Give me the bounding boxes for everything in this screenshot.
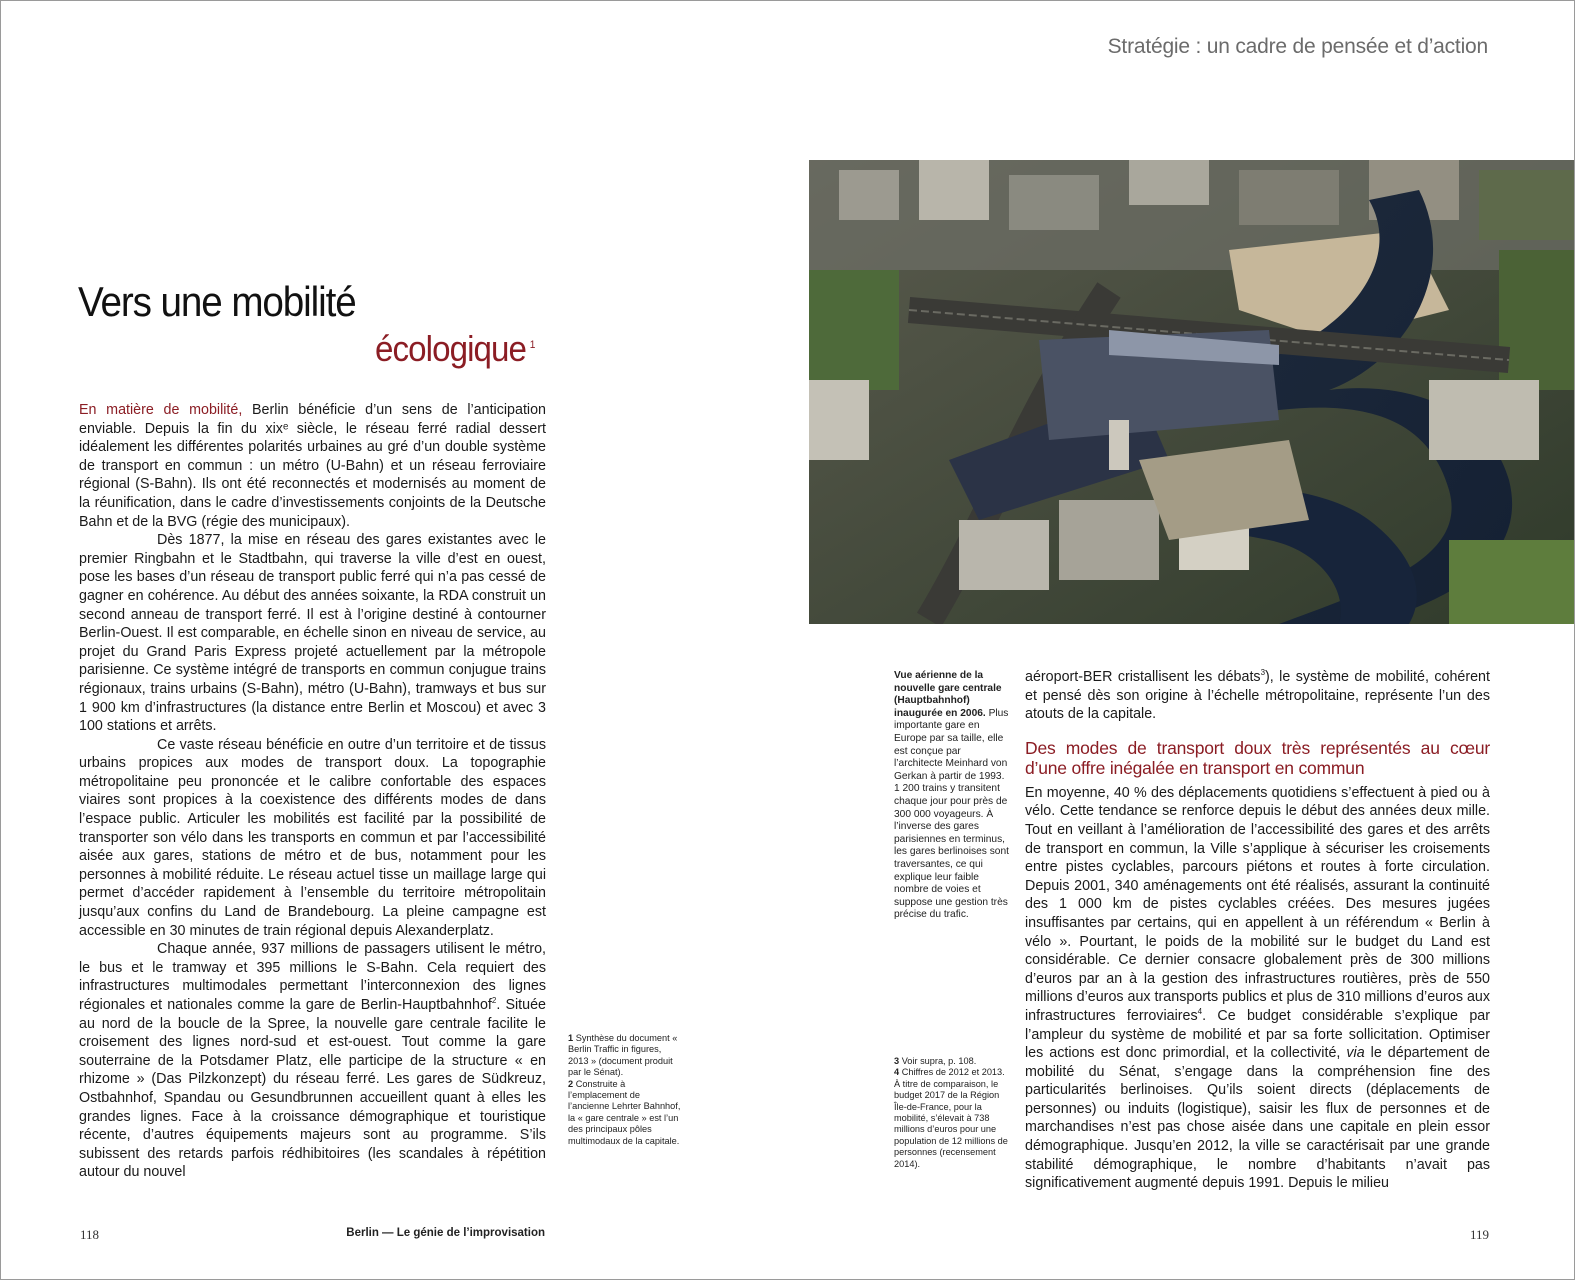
footnote-text: Synthèse du document « Berlin Traffic in figures, 2013 » (document produit par le Sénat).	[568, 1033, 678, 1078]
footnote-text: Construite à l’emplacement de l’ancienne Lehrter Bahnhof, la « gare centrale » est l’un des principaux pôles multimodaux de la capitale.	[568, 1078, 681, 1146]
italic-term: via	[1346, 1045, 1365, 1062]
footnote-text: Voir supra, p. 108.	[901, 1056, 977, 1066]
footnote	[568, 1033, 683, 1079]
footnotes-right	[894, 1056, 1008, 1170]
photo-caption	[894, 670, 1012, 922]
footnote-number: 2	[568, 1078, 574, 1089]
book-title: Berlin — Le génie de l’improvisation	[346, 1227, 545, 1239]
running-head: Stratégie : un cadre de pensée et d’action	[1107, 35, 1488, 58]
paragraph-text: Chaque année, 937 millions de passagers utilisent le métro, le bus et le tramway et 395 millions le S-Bahn. Cela requiert des infrastructures multimodales permettant l’interconnexion des lignes régionales et nationales comme la gare de Berlin-Hauptbahnhof	[79, 941, 546, 1013]
footnote-ref: 4	[1197, 1007, 1203, 1017]
aerial-photo-illustration	[809, 160, 1574, 624]
footnote-ref: 3	[1260, 668, 1266, 678]
paragraph-text: le département de mobilité du Sénat, s’engage dans la compréhension fine des particularités berlinoises. Qu’ils soient directs (déplacements de personnes) ou induits (logistique), saisir les flux de personnes et de marchandises n’est pas chose aisée dans une capitale en plein essor démographique. Jusqu’en 2012, la ville se caractérisait par une grande stabilité démographique, le nombre d’habitants n’avait pas significativement augmenté depuis 1991. Depuis le milieu	[1025, 1045, 1490, 1192]
page-number-left: 118	[80, 1227, 100, 1242]
chapter-note-ref: 1	[529, 339, 535, 351]
footnote-ref: 2	[491, 996, 497, 1006]
paragraph: Dès 1877, la mise en réseau des gares existantes avec le premier Ringbahn et le Stadtbahn, qui traverse la ville d’est en ouest, pose les bases d’un réseau de transport public ferré qui n’a pas cessé de gagner en cohérence. Au début des années soixante, la RDA construit un second anneau de transport ferré. Il est à l’origine destiné à contourner Berlin-Ouest. Il est comparable, en échelle sinon en niveau de service, au projet du Grand Paris Express projeté actuellement par la métropole parisienne. Ce système intégré de transports en commun conjugue trains régionaux, trains urbains (S-Bahn), métro (U-Bahn), tramways et bus sur 1 900 km d’infrastructures (la distance entre Berlin et Moscou) et avec 3 100 stations et arrêts.	[79, 532, 546, 735]
chapter-subtitle	[375, 328, 534, 370]
paragraph	[1025, 668, 1490, 724]
footnote	[894, 1056, 1008, 1067]
paragraph-text: aéroport-BER cristallisent les débats	[1025, 669, 1261, 685]
lead-in: En matière de mobilité,	[79, 402, 243, 418]
caption-title: Vue aérienne de la nouvelle gare centrale (Hauptbahnhof) inaugurée en 2006.	[894, 670, 1002, 719]
chapter-subtitle-text: écologique	[375, 328, 527, 369]
paragraph	[1025, 784, 1490, 1193]
paragraph-text: En moyenne, 40 % des déplacements quotidiens s’effectuent à pied ou à vélo. Cette tendance se renforce depuis le début des années deux mille. Tout en veillant à l’amélioration de l’accessibilité des gares et des arrêts de transport en commun, la Ville s’applique à sécuriser les croisements entre pistes cyclables, parcours piétons et routes à forte circulation. Depuis 2001, 340 aménagements ont été réalisés, assurant la continuité des 1 000 km de pistes cyclables créées. Des mesures jugées insuffisantes par certains, qui en appellent à un référendum « Berlin à vélo ». Pourtant, le poids de la mobilité sur le budget du Land est considérable. Ce dernier consacre globalement près de 300 millions d’euros par an à la gestion des infrastructures routières, près de 550 millions d’euros aux transports publics et plus de 310 millions d’euros aux infrastructures ferroviaires	[1025, 784, 1490, 1024]
footnote-text: Chiffres de 2012 et 2013. À titre de comparaison, le budget 2017 de la Région Île-de-France, pour la mobilité, s’élevait à 738 millions d’euros pour une population de 12 millions de personnes (recensement 2014).	[894, 1067, 1008, 1169]
footnote-number: 4	[894, 1067, 900, 1078]
left-body-column	[79, 401, 546, 1182]
paragraph-text: . Située au nord de la boucle de la Spree, la nouvelle gare centrale facilite le croisement des lignes nord-sud et est-ouest. Tout comme la gare souterraine de la Potsdamer Platz, elle participe de la structure « en rhizome » (Das Pilzkonzept) du réseau ferré. Les gares de Südkreuz, Ostbahnhof, Spandau ou Gesundbrunnen accueillent quant à elles les grandes lignes. Face à la croissance démographique et touristique récente, d’autres équipements majeurs sont au programme. S’ils subissent des retards parfois rédhibitoires (les scandales à répétition autour du nouvel	[79, 997, 546, 1181]
paragraph	[79, 940, 546, 1182]
paragraph	[79, 401, 546, 531]
footnote	[894, 1067, 1008, 1170]
paragraph: Ce vaste réseau bénéficie en outre d’un territoire et de tissus urbains propices aux modes de transport doux. La topographie métropolitaine peu prononcée et le calibre confortable des espaces viaires sont propices à la coexistence des différents modes de dans l’espace public. Articuler les mobilités est facilité par la possibilité de transporter son vélo dans les transports en commun et par l’accessibilité aisée aux gares, stations de métro et de bus, notamment pour les personnes à mobilité réduite. Le réseau actuel tisse un maillage large qui permet d’accéder rapidement à l’ensemble du territoire métropolitain jusqu’aux confins du Land de Brandebourg. La pleine campagne est accessible en 30 minutes de train régional depuis Alexanderplatz.	[79, 736, 546, 939]
section-heading: Des modes de transport doux très représentés au cœur d’une offre inégalée en transport en commun	[1025, 737, 1490, 778]
page-number-right: 119	[1469, 1227, 1489, 1242]
aerial-photo	[809, 160, 1574, 624]
caption-text: Plus importante gare en Europe par sa taille, elle est conçue par l’architecte Meinhard von Gerkan à partir de 1993. 1 200 trains y transitent chaque jour pour près de 300 000 voyageurs. À l’inverse des gares parisiennes en terminus, les gares berlinoises sont traversantes, ce qui explique leur faible nombre de voies et suppose une gestion très précise du trafic.	[894, 707, 1009, 921]
footnote-number: 3	[894, 1056, 900, 1066]
right-body-column	[1025, 668, 1490, 1193]
footnote-number: 1	[568, 1033, 574, 1043]
chapter-title: Vers une mobilité	[78, 278, 356, 325]
paragraph-text: . Ce budget considérable s’explique par l’ampleur du système de mobilité et par sa forte sollicitation. Optimiser les actions est donc primordial, et la collectivité,	[1025, 1007, 1491, 1062]
footnote	[568, 1079, 683, 1147]
footnotes-left	[568, 1033, 683, 1147]
paragraph-text: ), le système de mobilité, cohérent et pensé dès son origine à l’échelle métropolitaine, représente l’un des atouts de la capitale.	[1025, 669, 1490, 723]
paragraph-text: Berlin bénéficie d’un sens de l’anticipation enviable. Depuis la fin du xixᵉ siècle, le réseau ferré radial dessert idéalement les différentes polarités urbaines au gré d’un double système de transport en commun : un métro (U-Bahn) et un réseau ferroviaire régional (S-Bahn). Ils ont été reconnectés et modernisés au moment de la réunification, dans le cadre d’investissements conjoints de la Deutsche Bahn et de la BVG (régie des municipaux).	[79, 402, 547, 530]
left-page	[1, 1, 787, 1279]
